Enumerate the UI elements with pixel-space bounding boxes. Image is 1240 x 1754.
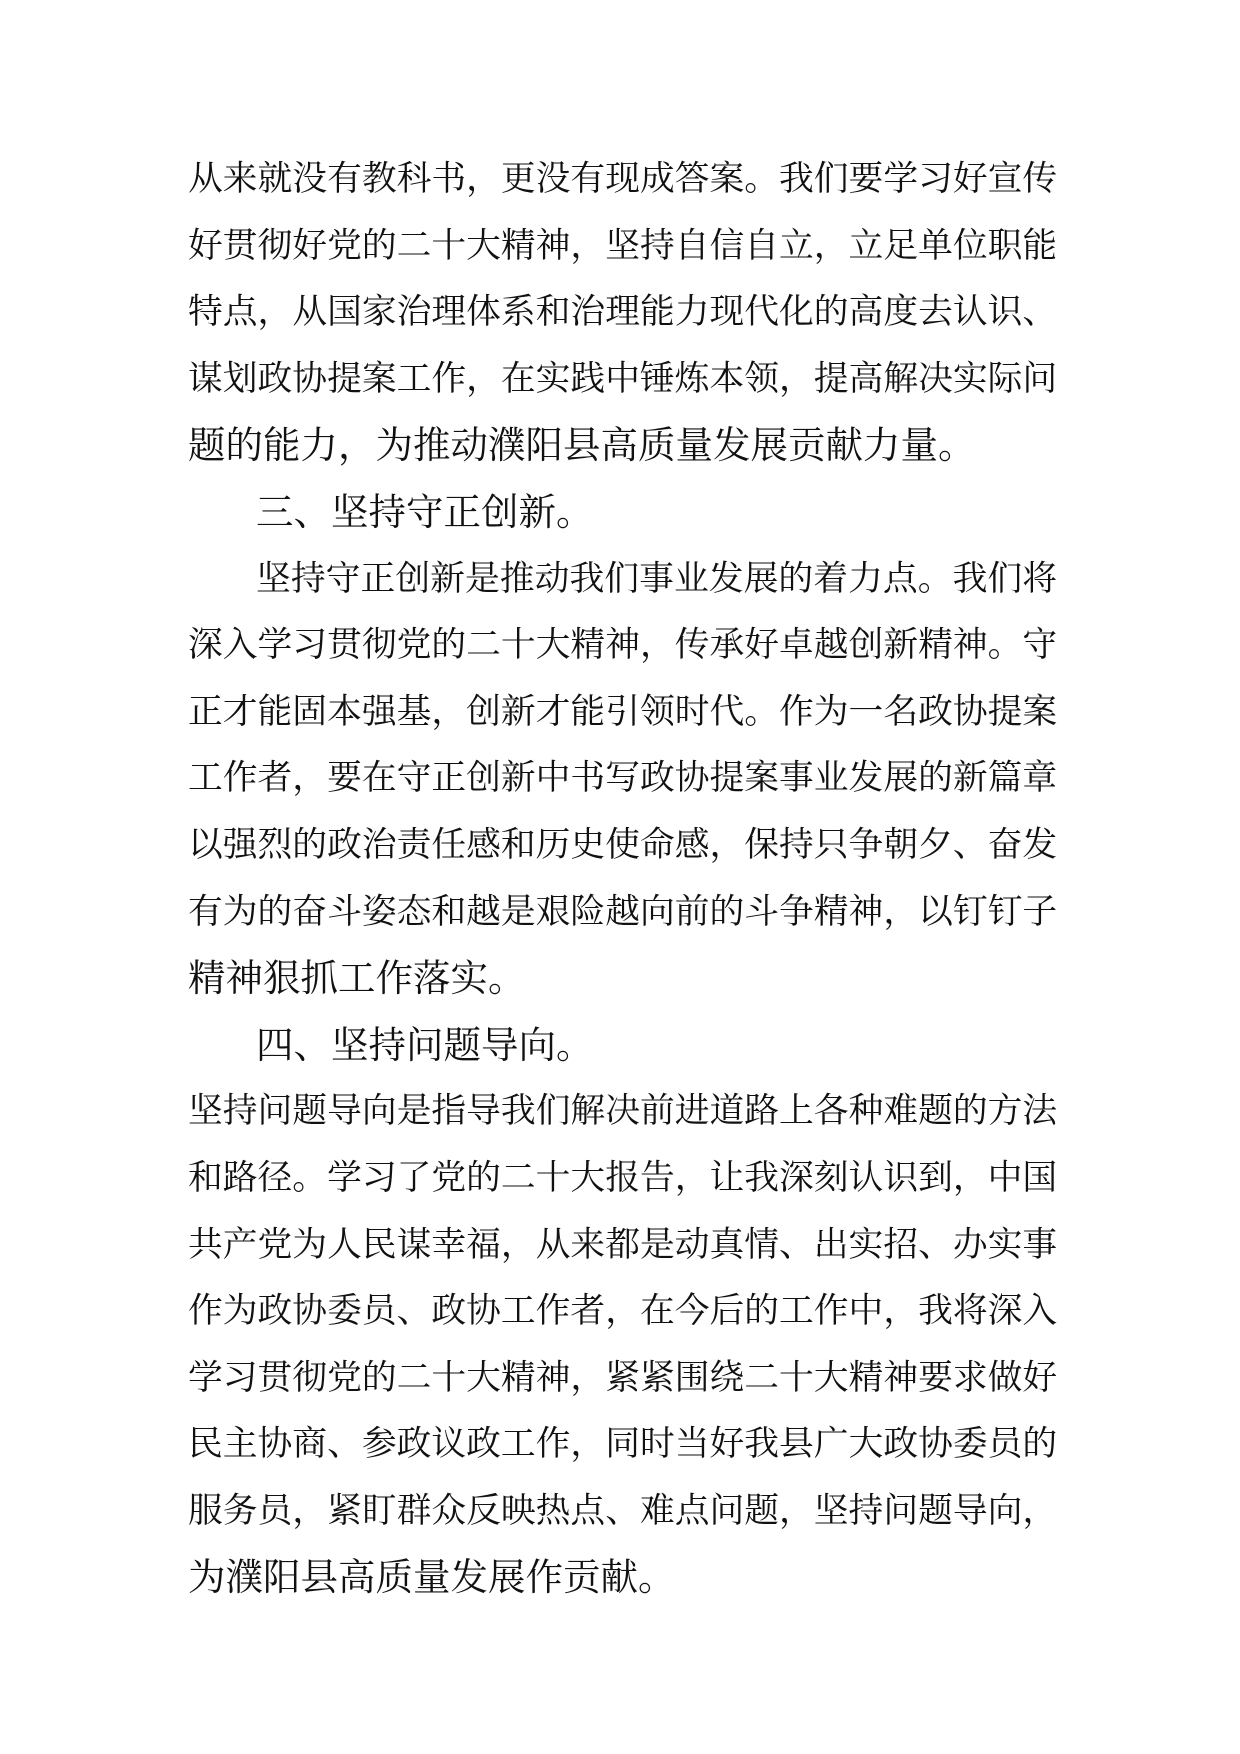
section-heading-3: 三、坚持守正创新。 [256,489,594,534]
text-line-13: 精神狠抓工作落实。 [188,956,526,1001]
text-line-2: 好贯彻好党的二十大精神，坚持自信自立，立足单位职能 [188,225,1058,266]
text-line-18: 作为政协委员、政协工作者，在今后的工作中，我将深入 [188,1291,1058,1332]
text-line-1: 从来就没有教科书，更没有现成答案。我们要学习好宣传 [188,159,1058,199]
text-line-15: 坚持问题导向是指导我们解决前进道路上各种难题的方法 [188,1091,1058,1132]
text-line-10: 工作者，要在守正创新中书写政协提案事业发展的新篇章 [188,758,1058,799]
text-line-16: 和路径。学习了党的二十大报告，让我深刻认识到，中国 [188,1157,1058,1198]
text-line-3: 特点，从国家治理体系和治理能力现代化的高度去认识、 [188,292,1058,333]
text-line-7: 坚持守正创新是推动我们事业发展的着力点。我们将 [256,558,1058,599]
text-line-21: 服务员，紧盯群众反映热点、难点问题，坚持问题导向， [188,1490,1058,1531]
text-line-11: 以强烈的政治责任感和历史使命感，保持只争朝夕、奋发 [188,824,1058,865]
text-line-9: 正才能固本强基，创新才能引领时代。作为一名政协提案 [188,691,1058,732]
document-body [188,146,1058,1611]
text-line-5: 题的能力，为推动濮阳县高质量发展贡献力量。 [188,423,976,468]
text-line-22: 为濮阳县高质量发展作贡献。 [188,1555,676,1600]
text-line-20: 民主协商、参政议政工作，同时当好我县广大政协委员的 [188,1424,1058,1465]
section-heading-4: 四、坚持问题导向。 [256,1022,594,1067]
text-line-19: 学习贯彻党的二十大精神，紧紧围绕二十大精神要求做好 [188,1357,1058,1398]
text-line-4: 谋划政协提案工作，在实践中锤炼本领，提高解决实际问 [188,358,1058,399]
text-line-17: 共产党为人民谋幸福，从来都是动真情、出实招、办实事 [188,1224,1058,1265]
text-line-12: 有为的奋斗姿态和越是艰险越向前的斗争精神，以钉钉子 [188,891,1058,932]
text-line-8: 深入学习贯彻党的二十大精神，传承好卓越创新精神。守 [188,625,1058,666]
